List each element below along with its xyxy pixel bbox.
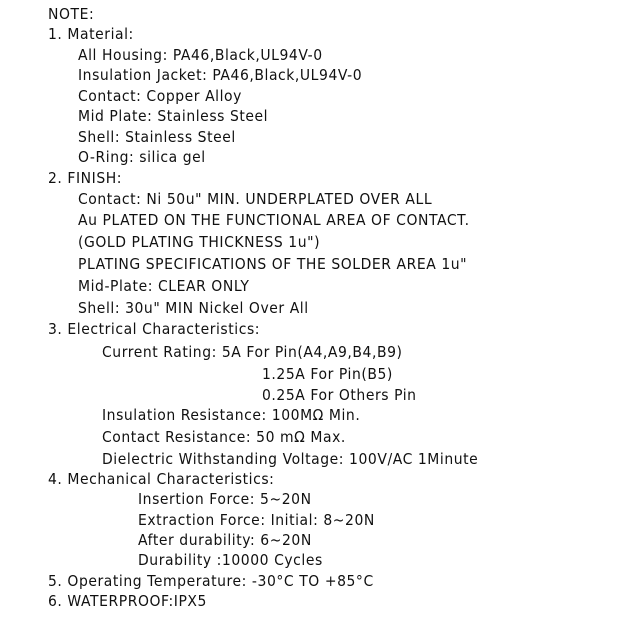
note-line: Shell: 30u" MIN Nickel Over All [78, 299, 309, 317]
note-line: Contact: Copper Alloy [78, 87, 242, 105]
note-line: 0.25A For Others Pin [262, 386, 417, 404]
note-line: Mid-Plate: CLEAR ONLY [78, 277, 250, 295]
note-line: Insertion Force: 5~20N [138, 490, 312, 508]
note-line: Contact: Ni 50u" MIN. UNDERPLATED OVER ALL [78, 190, 433, 208]
note-line: Au PLATED ON THE FUNCTIONAL AREA OF CONTACT. [78, 211, 470, 229]
note-line: 1.25A For Pin(B5) [262, 365, 393, 383]
note-line: Contact Resistance: 50 mΩ Max. [102, 428, 346, 446]
note-line: Durability :10000 Cycles [138, 551, 323, 569]
note-line: (GOLD PLATING THICKNESS 1u") [78, 233, 321, 251]
note-line: PLATING SPECIFICATIONS OF THE SOLDER AREA 1u" [78, 255, 468, 273]
section-title-electrical: 3. Electrical Characteristics: [48, 320, 261, 338]
note-line: Mid Plate: Stainless Steel [78, 107, 269, 125]
section-title-finish: 2. FINISH: [48, 169, 123, 187]
note-line: Dielectric Withstanding Voltage: 100V/AC 1Minute [102, 450, 479, 468]
note-line: Insulation Jacket: PA46,Black,UL94V-0 [78, 66, 363, 84]
note-line: O-Ring: silica gel [78, 148, 206, 166]
section-title-mechanical: 4. Mechanical Characteristics: [48, 470, 275, 488]
note-line: Shell: Stainless Steel [78, 128, 236, 146]
note-line: Current Rating: 5A For Pin(A4,A9,B4,B9) [102, 343, 403, 361]
note-line: All Housing: PA46,Black,UL94V-0 [78, 46, 323, 64]
note-line: Extraction Force: Initial: 8~20N [138, 511, 375, 529]
note-line: After durability: 6~20N [138, 531, 312, 549]
section-title-operating-temperature: 5. Operating Temperature: -30°C TO +85°C [48, 572, 374, 590]
section-title-waterproof: 6. WATERPROOF:IPX5 [48, 592, 207, 610]
notes-heading: NOTE: [48, 5, 95, 23]
section-title-material: 1. Material: [48, 25, 134, 43]
note-line: Insulation Resistance: 100MΩ Min. [102, 406, 361, 424]
